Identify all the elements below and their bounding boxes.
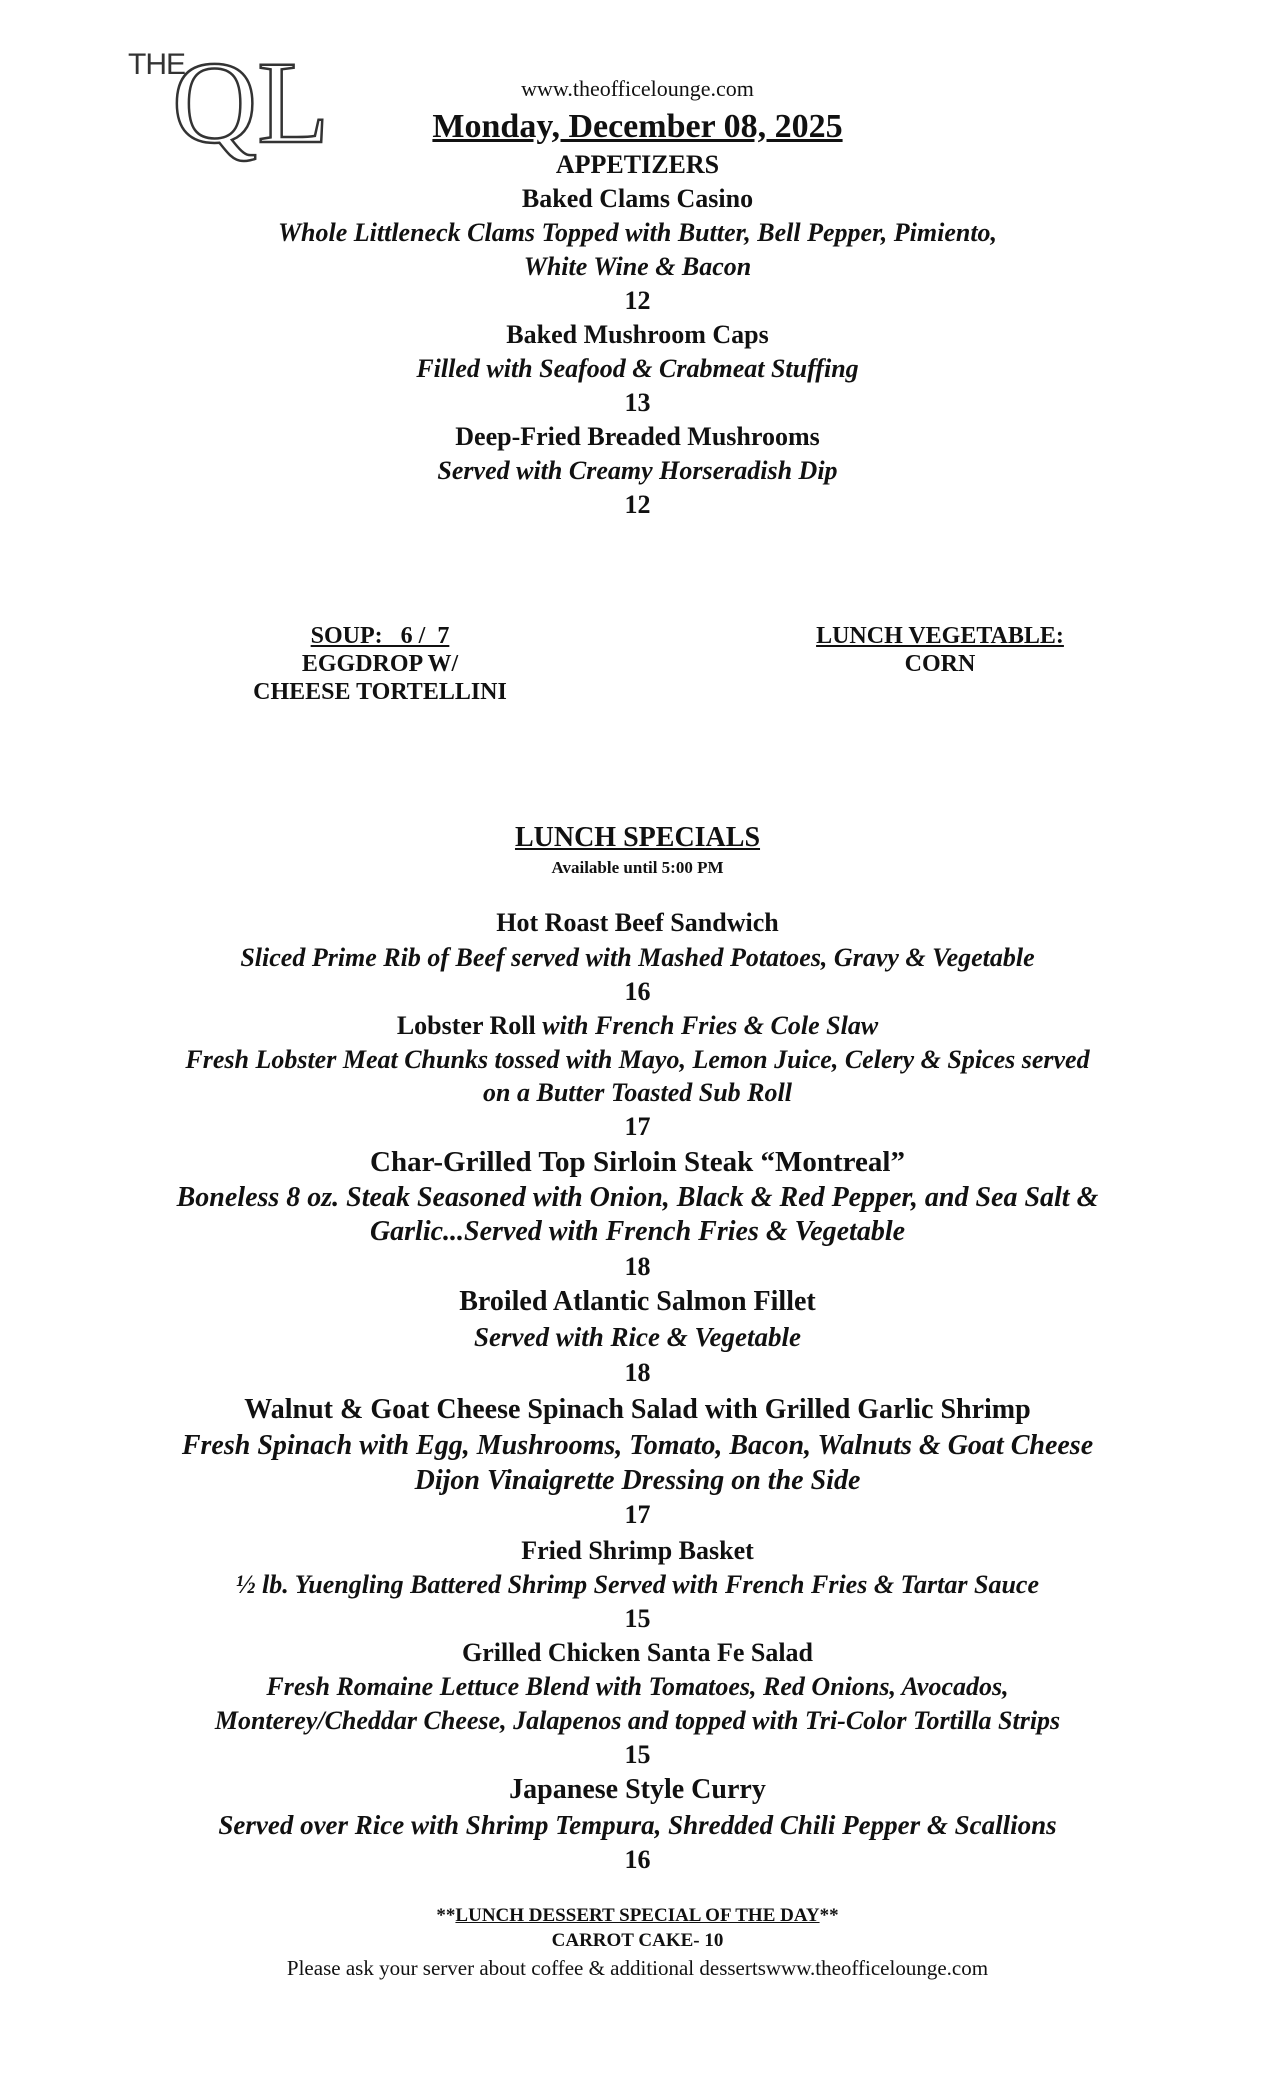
special-description: Served over Rice with Shrimp Tempura, Shredded Chili Pepper & Scallions bbox=[218, 1810, 1057, 1840]
special-description: Monterey/Cheddar Cheese, Jalapenos and topped with Tri-Color Tortilla Strips bbox=[214, 1706, 1061, 1735]
special-description: ½ lb. Yuengling Battered Shrimp Served with French Fries & Tartar Sauce bbox=[235, 1570, 1040, 1599]
special-name: Broiled Atlantic Salmon Fillet bbox=[459, 1286, 816, 1317]
special-description: Fresh Romaine Lettuce Blend with Tomatoes, Red Onions, Avocados, bbox=[266, 1672, 1009, 1701]
special-name: Japanese Style Curry bbox=[509, 1774, 766, 1805]
appetizer-description: Served with Creamy Horseradish Dip bbox=[437, 456, 838, 485]
appetizer-name: Baked Mushroom Caps bbox=[506, 320, 769, 349]
special-price: 16 bbox=[624, 977, 651, 1006]
dessert-label: LUNCH DESSERT SPECIAL OF THE DAY bbox=[455, 1905, 820, 1926]
special-name: Hot Roast Beef Sandwich bbox=[496, 908, 779, 937]
special-name-line bbox=[0, 1011, 1275, 1041]
special-description: Garlic...Served with French Fries & Vegetable bbox=[369, 1216, 906, 1247]
appetizers-heading: APPETIZERS bbox=[555, 150, 720, 179]
appetizer-name: Deep-Fried Breaded Mushrooms bbox=[455, 422, 820, 451]
appetizer-description: White Wine & Bacon bbox=[523, 252, 752, 281]
special-description: on a Butter Toasted Sub Roll bbox=[483, 1078, 792, 1107]
soup-block bbox=[220, 622, 540, 706]
vegetable-value: CORN bbox=[904, 651, 976, 677]
soup-line: EGGDROP W/ bbox=[301, 651, 459, 677]
website-url: www.theofficelounge.com bbox=[521, 76, 754, 101]
soup-label: SOUP: 6 / 7 bbox=[310, 623, 450, 649]
logo-initials: QL bbox=[172, 37, 330, 168]
special-name: Walnut & Goat Cheese Spinach Salad with Grilled Garlic Shrimp bbox=[244, 1394, 1031, 1425]
appetizer-price: 13 bbox=[624, 388, 651, 417]
special-price: 17 bbox=[624, 1500, 651, 1529]
special-description: Fresh Spinach with Egg, Mushrooms, Tomato, Bacon, Walnuts & Goat Cheese bbox=[181, 1430, 1094, 1461]
special-name: Char-Grilled Top Sirloin Steak “Montreal” bbox=[370, 1146, 905, 1178]
special-name: Grilled Chicken Santa Fe Salad bbox=[461, 1638, 814, 1667]
logo-the-text: THE bbox=[128, 48, 185, 81]
lunch-availability: Available until 5:00 PM bbox=[551, 858, 724, 877]
special-price: 18 bbox=[624, 1252, 651, 1281]
dessert-prefix: ** bbox=[436, 1905, 456, 1926]
dessert-suffix: ** bbox=[819, 1905, 839, 1926]
lunch-specials-heading: LUNCH SPECIALS bbox=[514, 822, 761, 853]
special-description: Fresh Lobster Meat Chunks tossed with Mayo, Lemon Juice, Celery & Spices served bbox=[185, 1045, 1090, 1074]
appetizer-description: Filled with Seafood & Crabmeat Stuffing bbox=[416, 354, 859, 383]
special-price: 17 bbox=[624, 1112, 651, 1141]
special-description: Sliced Prime Rib of Beef served with Mashed Potatoes, Gravy & Vegetable bbox=[240, 943, 1035, 972]
special-description: Boneless 8 oz. Steak Seasoned with Onion, Black & Red Pepper, and Sea Salt & bbox=[176, 1182, 1099, 1213]
dessert-item: CARROT CAKE- 10 bbox=[551, 1930, 724, 1951]
soup-line: CHEESE TORTELLINI bbox=[253, 679, 507, 705]
appetizer-name: Baked Clams Casino bbox=[521, 184, 754, 213]
special-price: 18 bbox=[624, 1358, 651, 1387]
special-name-suffix: with French Fries & Cole Slaw bbox=[535, 1011, 879, 1040]
dessert-heading bbox=[0, 1905, 1275, 1927]
dessert-note: Please ask your server about coffee & additional dessertswww.theofficelounge.com bbox=[286, 1956, 989, 1980]
special-name: Lobster Roll bbox=[396, 1011, 536, 1040]
special-description: Served with Rice & Vegetable bbox=[474, 1322, 801, 1352]
menu-date: Monday, December 08, 2025 bbox=[432, 108, 843, 145]
appetizer-price: 12 bbox=[624, 490, 651, 519]
appetizer-description: Whole Littleneck Clams Topped with Butter, Bell Pepper, Pimiento, bbox=[277, 218, 998, 247]
special-name: Fried Shrimp Basket bbox=[521, 1536, 754, 1565]
vegetable-block bbox=[790, 622, 1090, 678]
vegetable-label: LUNCH VEGETABLE: bbox=[816, 623, 1064, 649]
appetizer-price: 12 bbox=[624, 286, 651, 315]
special-price: 16 bbox=[624, 1845, 651, 1874]
special-price: 15 bbox=[624, 1604, 651, 1633]
special-description: Dijon Vinaigrette Dressing on the Side bbox=[414, 1465, 861, 1496]
special-price: 15 bbox=[624, 1740, 651, 1769]
